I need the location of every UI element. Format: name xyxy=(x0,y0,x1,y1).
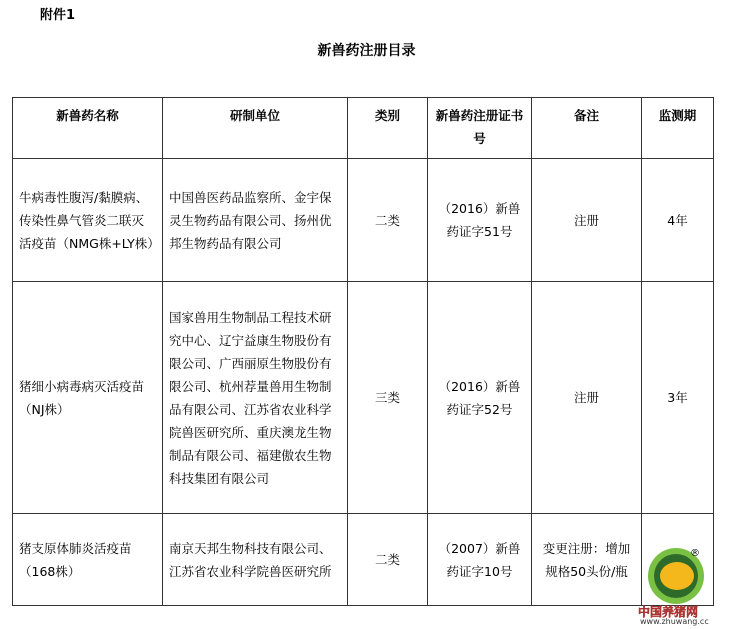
drug-name: 牛病毒性腹泻/黏膜病、传染性鼻气管炎二联灭活疫苗（NMG株+LY株） xyxy=(13,159,163,282)
drug-name: 猪支原体肺炎活疫苗（168株） xyxy=(13,514,163,606)
category: 三类 xyxy=(348,282,428,514)
developer: 国家兽用生物制品工程技术研究中心、辽宁益康生物股份有限公司、广西丽原生物股份有限公司、杭州荐量兽用生物制品有限公司、江苏省农业科学院兽医研究所、重庆澳龙生物制品有限公司、福建傲农生物科技集团有限公司 xyxy=(163,282,348,514)
table-row xyxy=(13,514,714,606)
watermark-brand: 中国养猪网 xyxy=(638,605,699,619)
table-header-row xyxy=(13,98,714,159)
period: 4年 xyxy=(642,159,714,282)
watermark-url: www.zhuwang.cc xyxy=(640,617,709,626)
document-title: 新兽药注册目录 xyxy=(317,43,416,59)
developer: 中国兽医药品监察所、金宇保灵生物药品有限公司、扬州优邦生物药品有限公司 xyxy=(163,159,348,282)
header-cert: 新兽药注册证书号 xyxy=(428,98,532,159)
cert-no: （2016）新兽药证字52号 xyxy=(428,282,532,514)
header-note: 备注 xyxy=(532,98,642,159)
header-category: 类别 xyxy=(348,98,428,159)
period: 3年 xyxy=(642,282,714,514)
note: 变更注册：增加规格50头份/瓶 xyxy=(532,514,642,606)
cert-no: （2007）新兽药证字10号 xyxy=(428,514,532,606)
attachment-label: 附件1 xyxy=(40,8,76,23)
category: 二类 xyxy=(348,159,428,282)
table-row xyxy=(13,282,714,514)
note: 注册 xyxy=(532,159,642,282)
registry-table xyxy=(12,97,714,606)
header-org: 研制单位 xyxy=(163,98,348,159)
drug-name: 猪细小病毒病灭活疫苗（NJ株） xyxy=(13,282,163,514)
registered-mark: ® xyxy=(690,548,700,559)
header-period: 监测期 xyxy=(642,98,714,159)
cert-no: （2016）新兽药证字51号 xyxy=(428,159,532,282)
table-row xyxy=(13,159,714,282)
note: 注册 xyxy=(532,282,642,514)
header-name: 新兽药名称 xyxy=(13,98,163,159)
developer: 南京天邦生物科技有限公司、江苏省农业科学院兽医研究所 xyxy=(163,514,348,606)
category: 二类 xyxy=(348,514,428,606)
